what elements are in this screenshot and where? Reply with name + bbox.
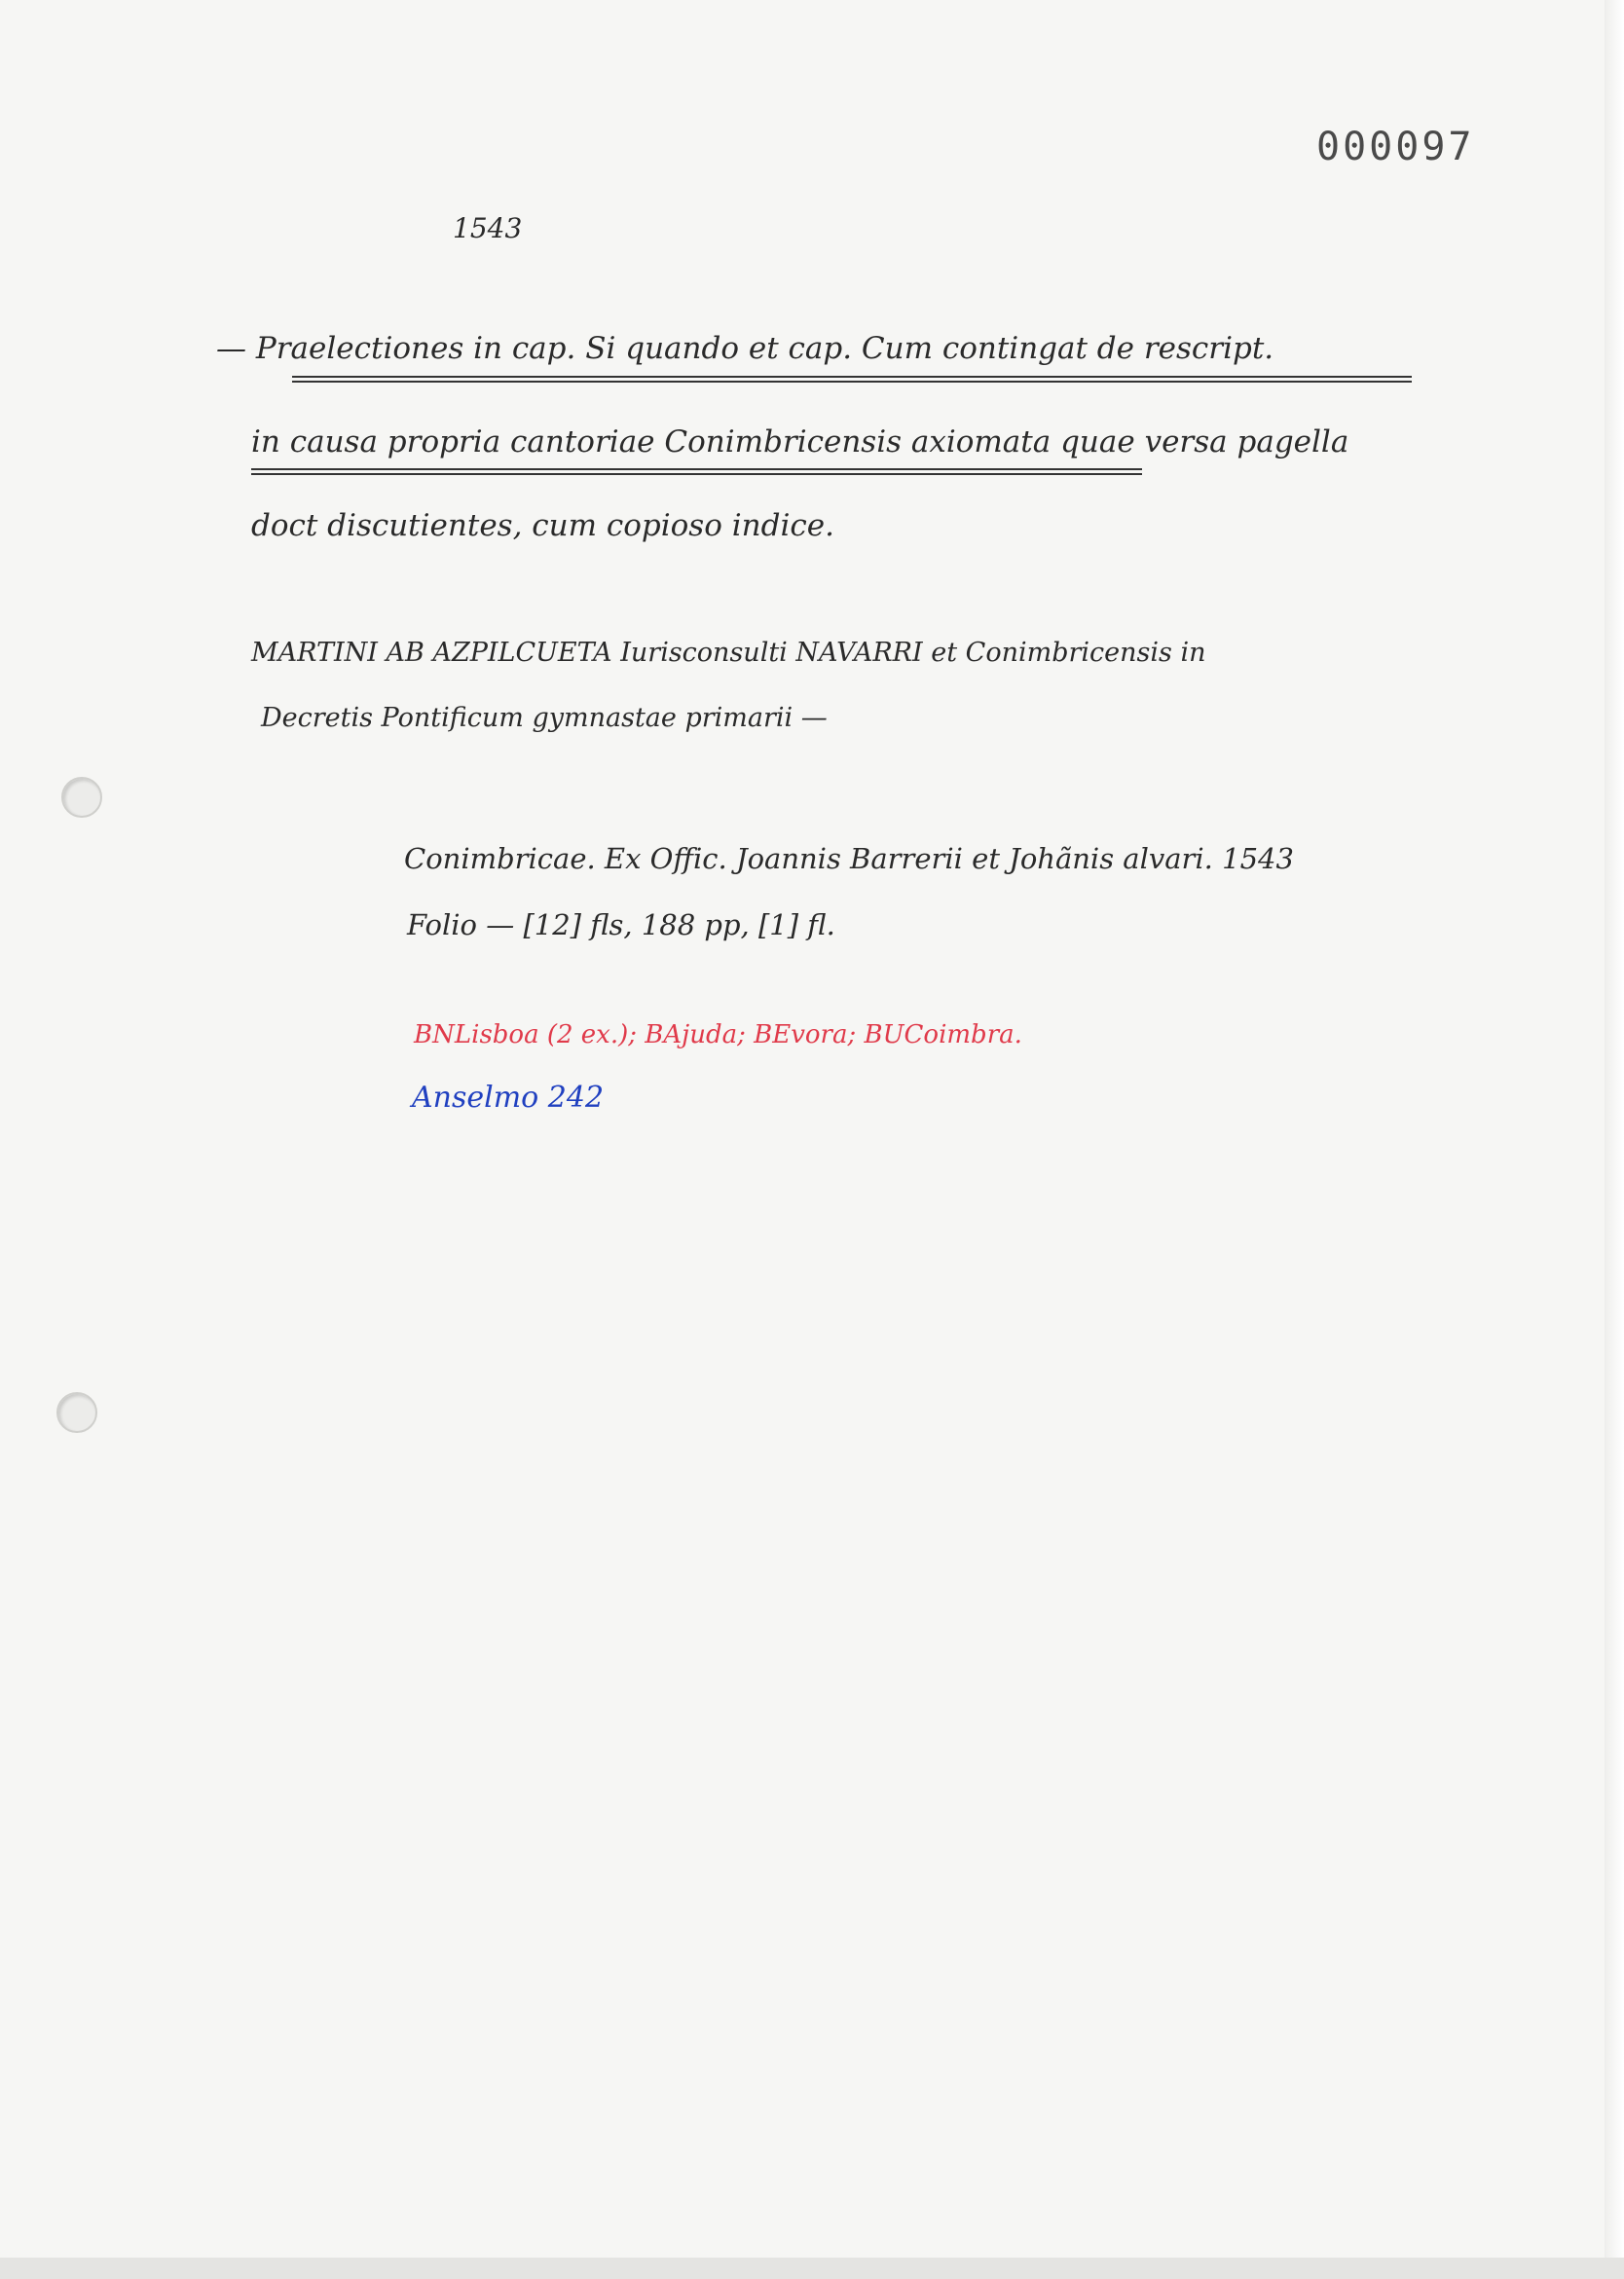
title-line-1: — Praelectiones in cap. Si quando et cap. Cum contingat de rescript. [216,331,1274,366]
author-line-2: Decretis Pontificum gymnastae primarii — [261,703,828,733]
holdings-note: BNLisboa (2 ex.); BAjuda; BEvora; BUCoimbra. [414,1020,1022,1049]
title-underline-2 [251,468,1142,470]
title-underline-1 [292,376,1412,378]
serial-number: 000097 [1316,125,1475,169]
title-underline-2b [251,473,1142,475]
paper-edge [1605,0,1624,2279]
imprint-line: Conimbricae. Ex Offic. Joannis Barrerii et Johãnis alvari. 1543 [404,842,1294,875]
punch-hole-lower [56,1392,97,1433]
title-line-2: in causa propria cantoriae Conimbricensis axiomata quae versa pagella [251,424,1349,459]
scan-bottom-edge [0,2258,1624,2279]
title-line-3: doct discutientes, cum copioso indice. [251,508,834,543]
title-underline-1b [292,381,1412,383]
collation-line: Folio — [12] fls, 188 pp, [1] fl. [407,908,835,941]
bibliographic-reference: Anselmo 242 [412,1081,605,1115]
year-heading: 1543 [453,212,523,244]
author-line-1: MARTINI AB AZPILCUETA Iurisconsulti NAVARRI et Conimbricensis in [251,638,1206,668]
punch-hole-upper [61,777,102,818]
